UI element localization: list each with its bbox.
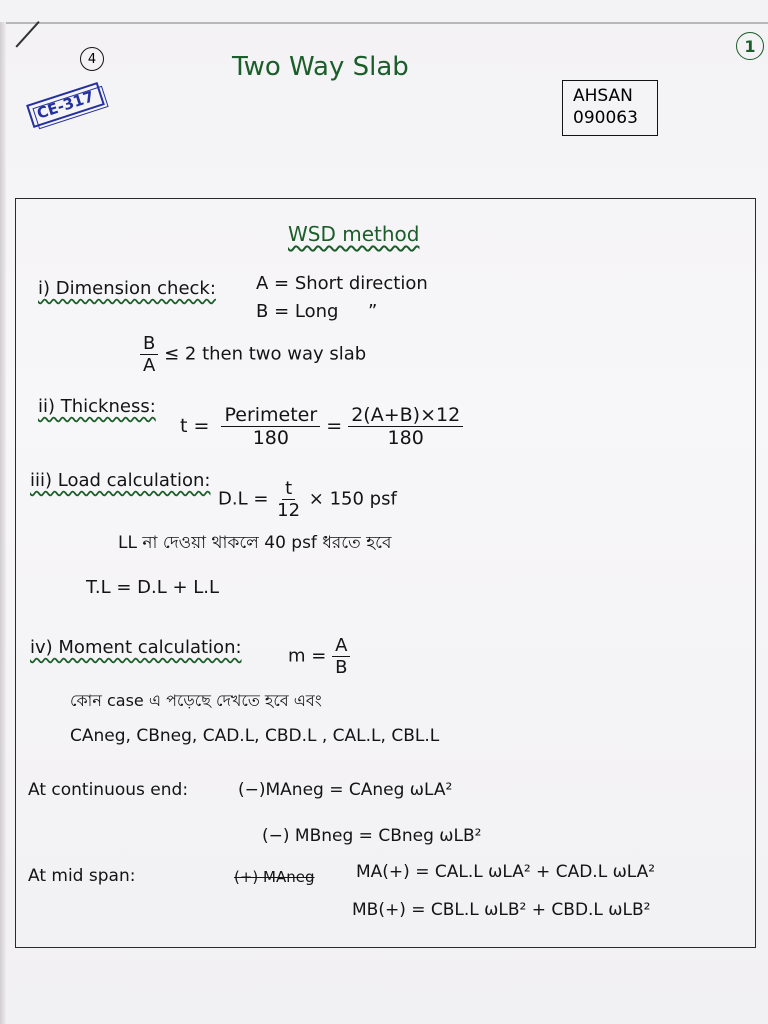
continuous-end-label: At continuous end: bbox=[28, 780, 189, 800]
page-number bbox=[736, 32, 764, 60]
struck-out-term: (+) MAneg bbox=[234, 868, 315, 886]
dead-load-label: D.L = bbox=[218, 488, 269, 510]
moment-den: B bbox=[335, 657, 348, 678]
coefficient-list: CAneg, CBneg, CAD.L, CBD.L , CAL.L, CBL.L bbox=[70, 726, 440, 746]
page-number-text: 1 bbox=[744, 36, 756, 56]
page-title: Two Way Slab bbox=[232, 52, 409, 82]
thickness-den-2: 180 bbox=[387, 427, 424, 449]
dimension-b: B = Long bbox=[256, 301, 339, 322]
thickness-t: t = bbox=[180, 415, 210, 437]
moment-ratio bbox=[288, 635, 350, 678]
dimension-heading bbox=[38, 278, 216, 299]
dead-load-den: 12 bbox=[277, 500, 301, 521]
thickness-frac-2 bbox=[348, 404, 463, 449]
ratio-numerator: B bbox=[140, 333, 158, 355]
dimension-a: A = Short direction bbox=[256, 273, 428, 294]
author-box bbox=[562, 80, 658, 136]
dead-load-rest: × 150 psf bbox=[308, 488, 397, 510]
circled-number-text: 4 bbox=[87, 51, 97, 67]
moment-num: A bbox=[332, 635, 350, 657]
live-load-note: LL না দেওয়া থাকলে 40 psf ধরতে হবে bbox=[118, 533, 392, 553]
circled-number bbox=[80, 47, 104, 71]
mid-span-eq-a: MA(+) = CAL.L ωLA² + CAD.L ωLA² bbox=[356, 862, 656, 882]
method-title: WSD method bbox=[288, 222, 420, 246]
author-id: 090063 bbox=[573, 108, 638, 128]
pencil-mark bbox=[15, 21, 39, 47]
author-name: AHSAN bbox=[573, 86, 633, 106]
mid-span-eq-b: MB(+) = CBL.L ωLB² + CBD.L ωLB² bbox=[352, 900, 651, 920]
load-label: iii) Load calculation: bbox=[30, 470, 211, 491]
thickness-equals: = bbox=[326, 415, 343, 437]
case-note: কোন case এ পড়েছে দেখতে হবে এবং bbox=[70, 691, 322, 710]
moment-m: m = bbox=[288, 645, 327, 667]
continuous-eq-a: (−)MAneg = CAneg ωLA² bbox=[238, 780, 453, 800]
thickness-num-2: 2(A+B)×12 bbox=[348, 404, 463, 427]
total-load-formula: T.L = D.L + L.L bbox=[86, 577, 220, 598]
load-heading bbox=[30, 470, 210, 491]
dead-load-formula bbox=[218, 478, 397, 521]
moment-fraction bbox=[332, 635, 350, 678]
dead-load-fraction bbox=[274, 478, 303, 521]
course-stamp: CE-317 bbox=[26, 82, 105, 128]
mid-span-label: At mid span: bbox=[28, 866, 136, 886]
ditto-mark: ” bbox=[368, 301, 378, 322]
thickness-formula bbox=[180, 404, 463, 449]
continuous-eq-b: (−) MBneg = CBneg ωLB² bbox=[262, 826, 482, 846]
thickness-num-1: Perimeter bbox=[221, 404, 320, 427]
page-left-edge bbox=[0, 22, 6, 1024]
page-top-edge bbox=[0, 22, 768, 24]
moment-heading bbox=[30, 637, 242, 658]
thickness-heading bbox=[38, 396, 156, 417]
thickness-label: ii) Thickness: bbox=[38, 396, 156, 417]
ratio-fraction bbox=[140, 333, 158, 376]
ratio-denominator: A bbox=[143, 355, 156, 376]
ratio-line bbox=[140, 333, 366, 376]
ratio-condition: ≤ 2 then two way slab bbox=[164, 343, 367, 365]
moment-label: iv) Moment calculation: bbox=[30, 637, 242, 658]
dimension-label: i) Dimension check: bbox=[38, 278, 216, 299]
thickness-frac-1 bbox=[221, 404, 320, 449]
thickness-den-1: 180 bbox=[252, 427, 289, 449]
dead-load-num: t bbox=[282, 478, 295, 500]
